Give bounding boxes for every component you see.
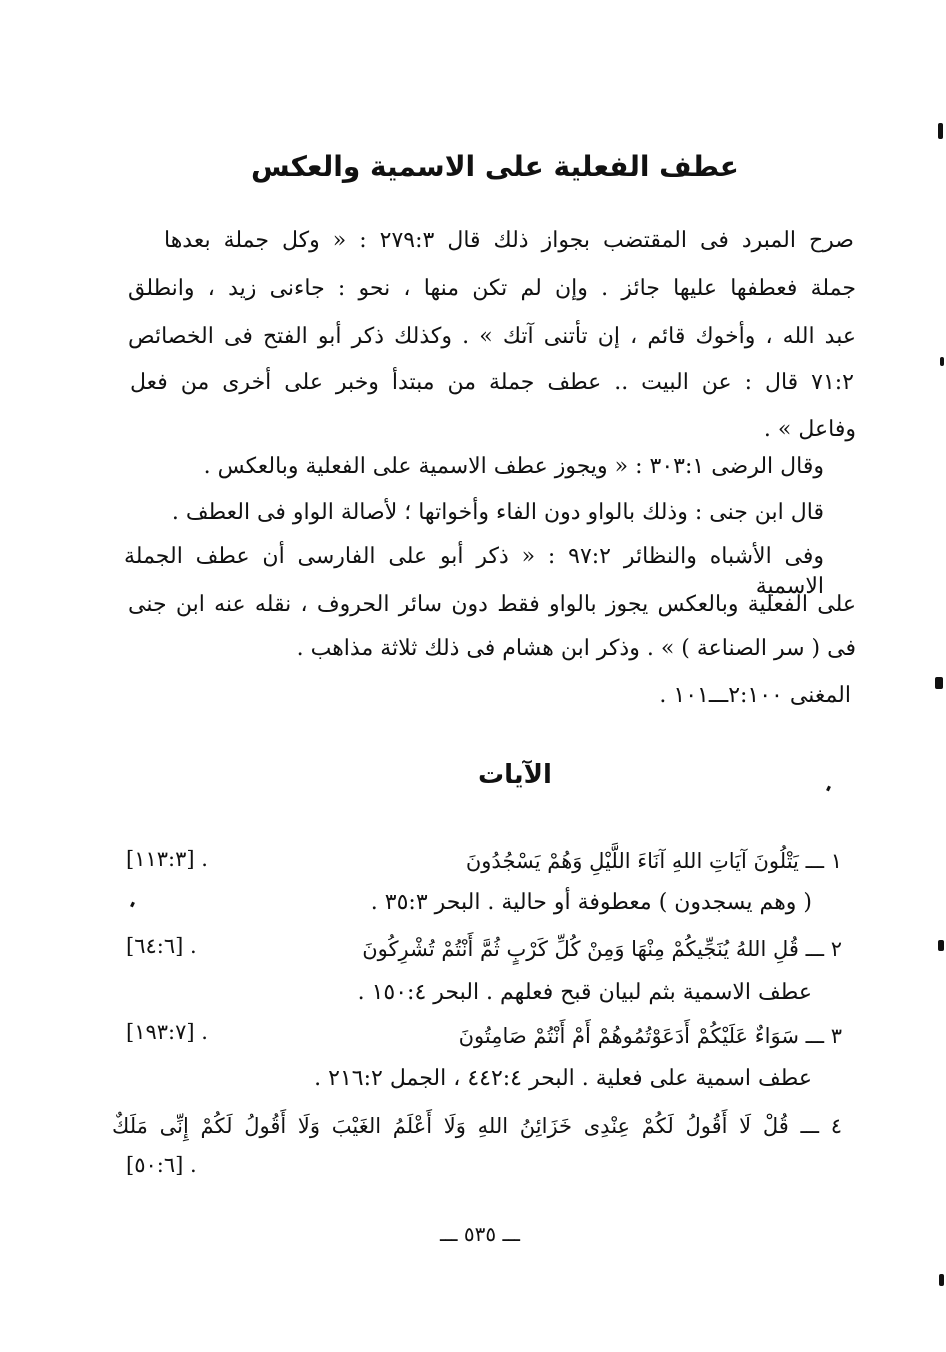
- paragraph-line: وقال الرضى ٣٠٣:١ : « ويجوز عطف الاسمية على الفعلية وبالعكس .: [203, 454, 824, 479]
- verse-3: ٣ ـــ سَوَاءٌ عَلَيْكُمْ أَدَعَوْتُمُوهُمْ أَمْ أَنْتُمْ صَامِتُونَ: [458, 1024, 842, 1048]
- verse-2: ٢ ـــ قُلِ اللهُ يُنَجِّيكُمْ مِنْهَا وَمِنْ كُلِّ كَرْبٍ ثُمَّ أَنْتُمْ تُشْرِكُونَ: [362, 937, 842, 961]
- paragraph-line: وفاعل » .: [763, 417, 856, 442]
- verse-ref-1: [١١٣:٣] .: [126, 847, 208, 871]
- verse-note-2: عطف الاسمية بثم لبيان قبح فعلهم . البحر ١٥٠:٤ .: [357, 980, 812, 1005]
- edge-mark: [938, 940, 944, 951]
- verse-ref-2: [٦٤:٦] .: [126, 934, 197, 958]
- paragraph-line: وفى الأشباه والنظائر ٩٧:٢ : « ذكر أبو على الفارسى أن عطف الجملة الاسمية: [124, 544, 824, 599]
- paragraph-line: فى ( سر الصناعة ) » . وذكر ابن هشام فى ذلك ثلاثة مذاهب .: [296, 636, 856, 661]
- paragraph-line: جملة فعطفها عليها جائز . وإن لم تكن منها ، نحو : جاءنى زيد ، وانطلق: [128, 276, 856, 301]
- stray-mark: [130, 902, 135, 908]
- verse-ref-4: [٥٠:٦] .: [126, 1153, 197, 1177]
- verses-title: الآيات: [478, 760, 552, 790]
- verse-4: ٤ ـــ قُلْ لَا أَقُولُ لَكُمْ عِنْدِى خَزَائِنُ اللهِ وَلَا أَعْلَمُ الغَيْبَ وَلَا أَقُولُ لَكُمْ إِنِّى مَلَكٌ: [112, 1114, 842, 1138]
- verse-note-1: ( وهم يسجدون ) معطوفة أو حالية . البحر ٣٥:٣ .: [370, 890, 812, 915]
- verse-note-3: عطف اسمية على فعلية . البحر ٤٤٢:٤ ، الجمل ٢١٦:٢ .: [314, 1066, 812, 1091]
- edge-mark: [940, 357, 944, 366]
- paragraph-line: قال ابن جنى : وذلك بالواو دون الفاء وأخواتها ؛ لأصالة الواو فى العطف .: [171, 500, 824, 525]
- paragraph-line: ٧١:٢ قال : عن البيت .. عطف جملة من مبتدأ وخبر على أخرى من فعل: [130, 370, 854, 395]
- paragraph-line: المغنى ٢:١٠٠ـــ١٠١ .: [659, 683, 851, 708]
- edge-mark: [935, 677, 943, 689]
- edge-mark: [938, 123, 943, 139]
- paragraph-line: على الفعلية وبالعكس يجوز بالواو فقط دون سائر الحروف ، نقله عنه ابن جنى: [128, 592, 856, 617]
- paragraph-line: صرح المبرد فى المقتضب بجواز ذلك قال ٢٧٩:٣ : « وكل جملة بعدها: [164, 228, 854, 253]
- stray-mark: [826, 786, 831, 792]
- verse-ref-3: [١٩٣:٧] .: [126, 1020, 208, 1044]
- paragraph-line: عبد الله ، وأخوك قائم ، إن تأتنى آتك » . وكذلك ذكر أبو الفتح فى الخصائص: [128, 324, 856, 349]
- page-title: عطف الفعلية على الاسمية والعكس: [251, 150, 739, 183]
- verse-1: ١ ـــ يَتْلُونَ آيَاتِ اللهِ آنَاءَ اللَّيْلِ وَهُمْ يَسْجُدُونَ: [465, 849, 842, 873]
- page-number: ـــ ٥٣٥ ـــ: [439, 1222, 521, 1246]
- edge-mark: [939, 1274, 944, 1286]
